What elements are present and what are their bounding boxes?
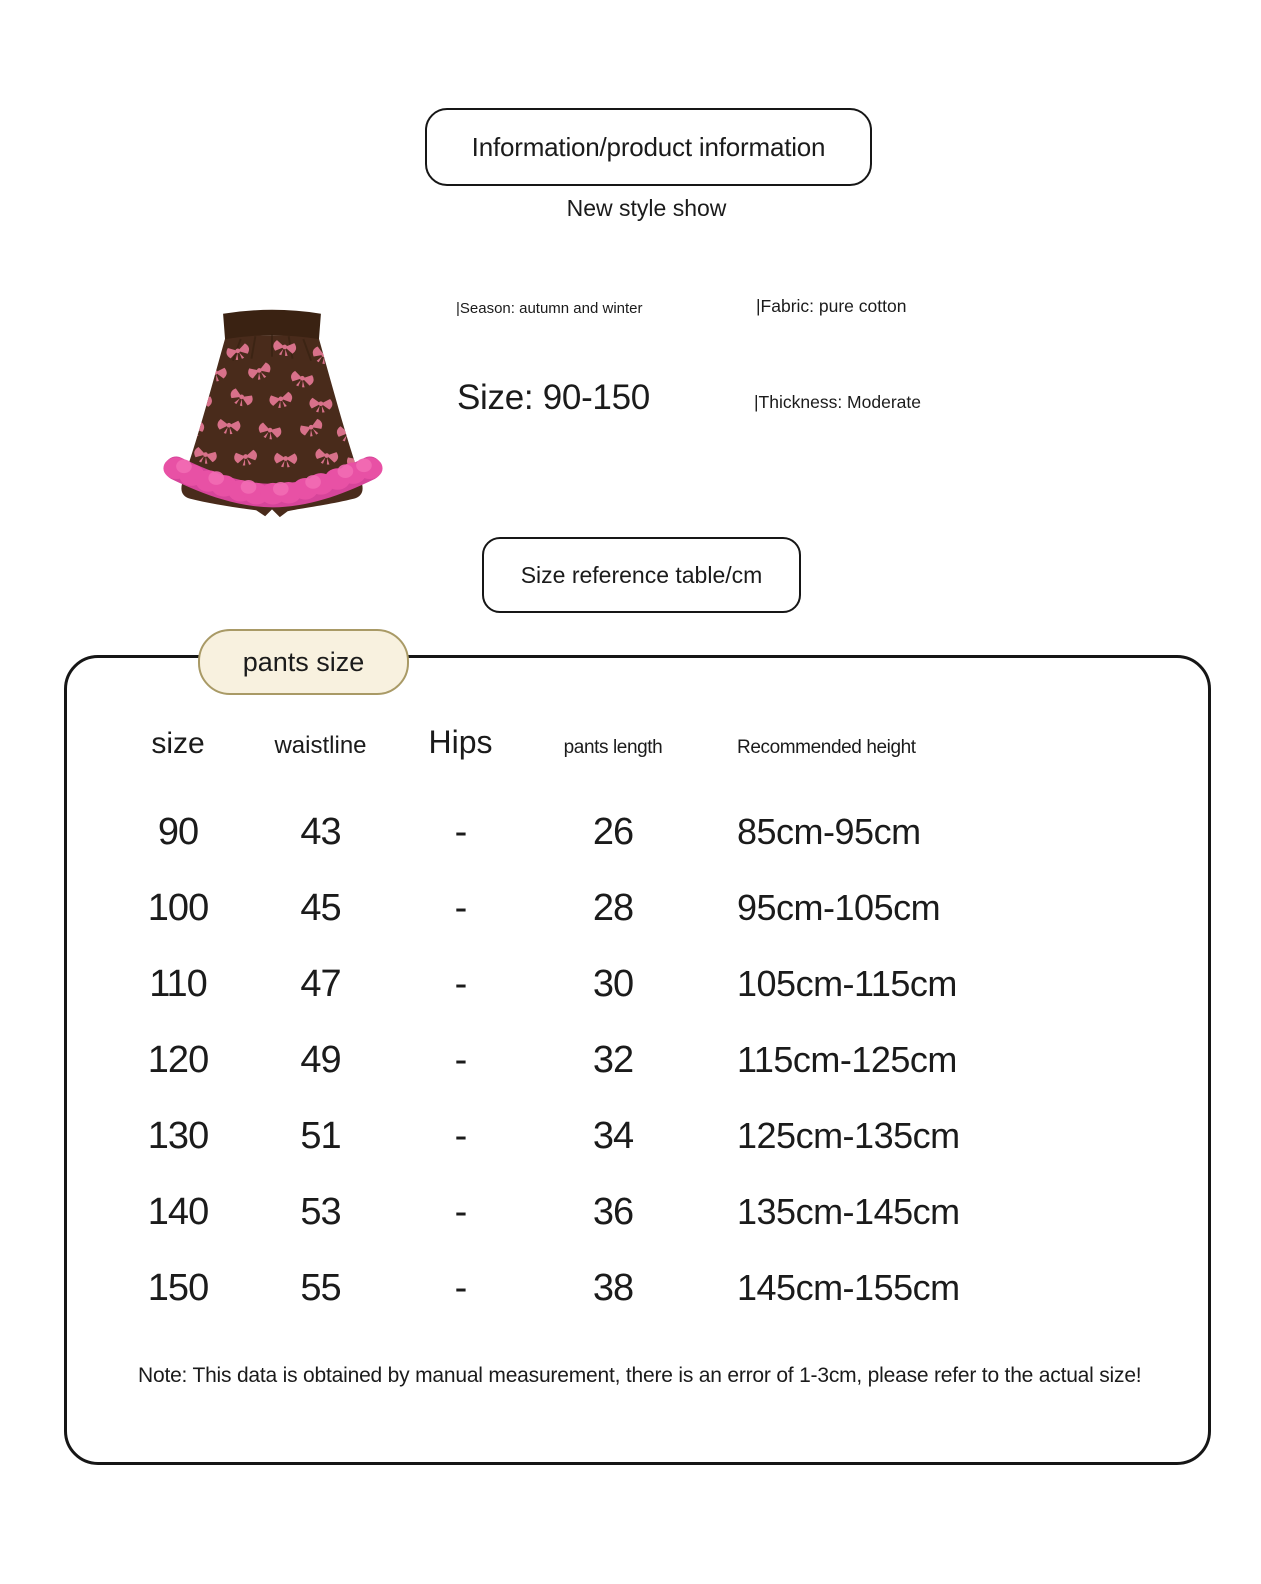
table-cell: 130 [147,1114,209,1157]
page-subtitle: New style show [566,195,727,221]
table-cell: 115cm-125cm [737,1039,957,1080]
table-cell: 140 [147,1190,209,1233]
size-reference-box [482,537,801,613]
table-row [103,870,1184,946]
table-cell: 47 [300,962,341,1005]
table-cell: - [454,810,467,853]
table-cell: - [454,1114,467,1157]
table-cell: 45 [300,886,341,929]
table-cell: 38 [592,1266,634,1309]
table-row [103,1174,1184,1250]
page-title: Information/product information [471,131,826,162]
table-cell: 30 [592,962,634,1005]
column-header-pants-length: pants length [563,737,663,758]
table-cell: 34 [592,1114,634,1157]
table-cell: 145cm-155cm [737,1267,960,1308]
table-cell: 26 [592,810,634,853]
table-cell: 125cm-135cm [737,1115,960,1156]
thickness-label: |Thickness: Moderate [754,392,921,412]
column-header-recommended-height: Recommended height [737,737,916,758]
table-cell: 36 [592,1190,634,1233]
table-cell: 150 [147,1266,209,1309]
table-cell: 110 [149,962,207,1005]
table-cell: 120 [147,1038,209,1081]
pants-size-badge [198,629,409,695]
size-range-label: Size: 90-150 [457,378,650,417]
column-header-size: size [151,727,205,760]
table-cell: 53 [300,1190,341,1233]
table-cell: - [454,886,467,929]
column-header-waistline: waistline [274,732,367,759]
table-cell: - [454,1190,467,1233]
table-row [103,794,1184,870]
shorts-illustration [122,300,422,525]
table-cell: 28 [592,886,634,929]
table-cell: 105cm-115cm [737,963,957,1004]
table-row [103,1098,1184,1174]
table-cell: 85cm-95cm [737,811,921,852]
table-cell: 32 [592,1038,634,1081]
table-cell: - [454,1266,467,1309]
size-table-card [64,655,1211,1465]
table-cell: 100 [147,886,209,929]
product-image [122,300,422,525]
table-cell: 51 [300,1114,341,1157]
table-row [103,1022,1184,1098]
table-row [103,1250,1184,1326]
table-cell: 43 [300,810,341,853]
table-cell: - [454,962,467,1005]
size-table-head [103,724,1184,786]
season-label: |Season: autumn and winter [456,300,643,317]
size-reference-label: Size reference table/cm [520,561,763,588]
page-title-box [425,108,872,186]
measurement-note: Note: This data is obtained by manual measurement, there is an error of 1-3cm, please refer to the actual size! [138,1364,1142,1387]
table-cell: 49 [300,1038,341,1081]
table-cell: 95cm-105cm [737,887,941,928]
size-table [103,724,1184,1326]
table-row [103,946,1184,1022]
pants-size-badge-label: pants size [242,646,365,677]
table-cell: 55 [300,1266,341,1309]
table-cell: 90 [157,810,199,853]
size-table-body [103,794,1184,1326]
column-header-hips: Hips [428,724,493,760]
fabric-label: |Fabric: pure cotton [756,296,907,316]
table-cell: - [454,1038,467,1081]
table-cell: 135cm-145cm [737,1191,960,1232]
